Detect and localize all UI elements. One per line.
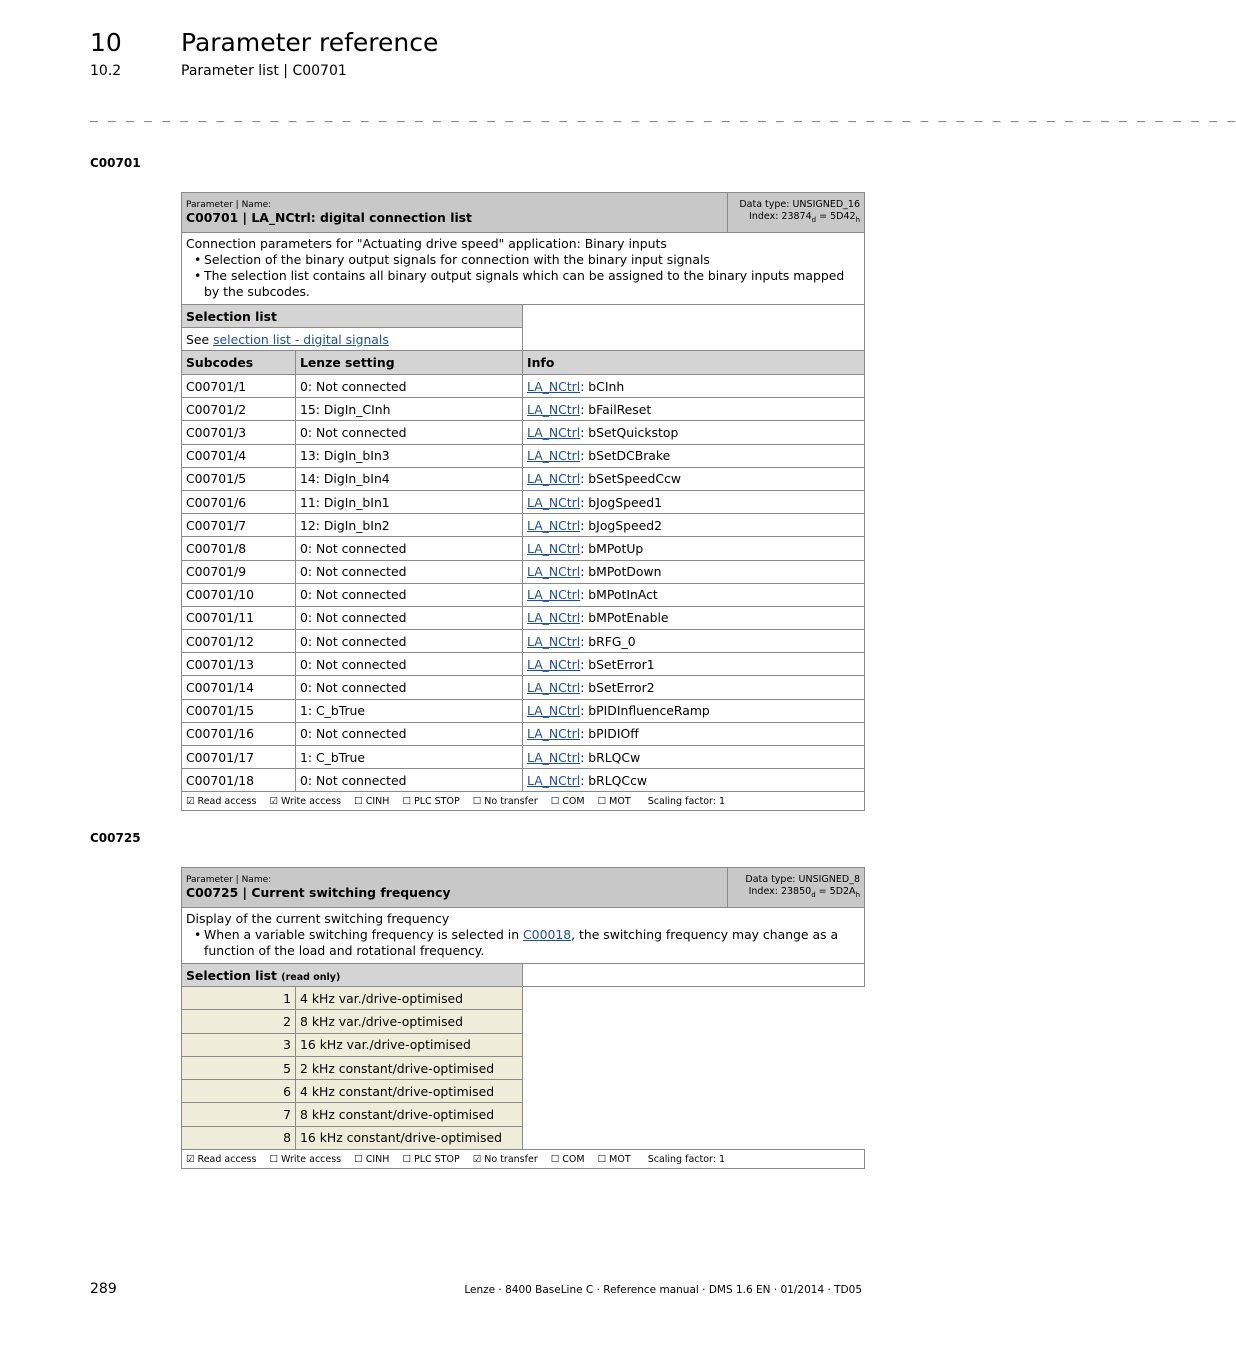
selection-list-link[interactable]: selection list - digital signals [213,331,389,347]
lenze-setting-cell: 0: Not connected [296,421,523,444]
flag-cinh: ☐ CINH [354,795,390,807]
flag-no-transfer: ☐ No transfer [472,795,538,807]
param-name: C00701 | LA_NCtrl: digital connection list [186,210,472,225]
selection-list-label: Selection list (read only) [182,964,523,987]
subcode-cell: C00701/17 [182,746,296,769]
info-cell: LA_NCtrl: bSetSpeedCcw [523,467,865,490]
la-nctrl-link[interactable]: LA_NCtrl [527,540,581,556]
table-row [182,560,865,583]
option-label: 8 kHz constant/drive-optimised [296,1103,523,1126]
page-number: 289 [90,1281,117,1297]
la-nctrl-link[interactable]: LA_NCtrl [527,749,581,765]
param-label: Parameter | Name: [186,875,272,885]
option-label: 4 kHz var./drive-optimised [296,987,523,1010]
description-cell [182,233,865,305]
la-nctrl-link[interactable]: LA_NCtrl [527,517,581,533]
list-item [182,1103,865,1126]
lenze-setting-cell: 0: Not connected [296,375,523,398]
description-bullet: • When a variable switching frequency is selected in C00018, the switching frequency may change as a function of the load and rotational frequency. [204,927,860,959]
table-row [182,630,865,653]
subcode-cell: C00701/14 [182,676,296,699]
chapter-number: 10 [90,28,122,57]
lenze-setting-cell: 0: Not connected [296,769,523,792]
info-cell: LA_NCtrl: bSetDCBrake [523,444,865,467]
datatype: Data type: UNSIGNED_8 [745,874,860,886]
lenze-setting-cell: 0: Not connected [296,583,523,606]
la-nctrl-link[interactable]: LA_NCtrl [527,703,581,719]
subcode-cell: C00701/6 [182,490,296,513]
lenze-setting-cell: 0: Not connected [296,560,523,583]
table-row [182,722,865,745]
flag-plc-stop: ☐ PLC STOP [402,1153,460,1165]
info-cell: LA_NCtrl: bFailReset [523,398,865,421]
option-number: 3 [182,1033,296,1056]
table-row [182,746,865,769]
c00701-heading: C00701 [90,156,141,170]
la-nctrl-link[interactable]: LA_NCtrl [527,726,581,742]
option-number: 1 [182,987,296,1010]
option-label: 2 kHz constant/drive-optimised [296,1056,523,1079]
info-cell: LA_NCtrl: bRLQCw [523,746,865,769]
table-row [182,398,865,421]
table-row [182,583,865,606]
description-intro: Connection parameters for "Actuating drive speed" application: Binary inputs [186,235,667,251]
flag-read-access: ☑ Read access [186,1153,257,1165]
table-row [182,606,865,629]
table-row [182,421,865,444]
header-separator: _ _ _ _ _ _ _ _ _ _ _ _ _ _ _ _ _ _ _ _ _ _ _ _ _ _ _ _ _ _ _ _ _ _ _ _ _ _ _ _ _ _ _ _ _ _ _ _ _ _ _ _ _ _ _ _ _ _ _ _ _ _ _ _ [90,108,1236,123]
subcode-cell: C00701/13 [182,653,296,676]
la-nctrl-link[interactable]: LA_NCtrl [527,680,581,696]
option-number: 2 [182,1010,296,1033]
subcode-cell: C00701/15 [182,699,296,722]
subcode-cell: C00701/1 [182,375,296,398]
info-cell: LA_NCtrl: bCInh [523,375,865,398]
la-nctrl-link[interactable]: LA_NCtrl [527,471,581,487]
section-title: Parameter list | C00701 [181,63,347,79]
flag-mot: ☐ MOT [597,795,631,807]
param-label: Parameter | Name: [186,200,272,210]
table-row [182,769,865,792]
la-nctrl-link[interactable]: LA_NCtrl [527,772,581,788]
info-cell: LA_NCtrl: bMPotUp [523,537,865,560]
subcode-cell: C00701/10 [182,583,296,606]
scaling-factor: Scaling factor: 1 [647,1153,726,1165]
subcode-cell: C00701/9 [182,560,296,583]
option-label: 16 kHz constant/drive-optimised [296,1126,523,1149]
la-nctrl-link[interactable]: LA_NCtrl [527,378,581,394]
lenze-setting-cell: 14: DigIn_bIn4 [296,467,523,490]
list-item [182,987,865,1010]
chapter-title: Parameter reference [181,28,439,57]
lenze-setting-cell: 11: DigIn_bIn1 [296,490,523,513]
flag-cinh: ☐ CINH [354,1153,390,1165]
list-item [182,1056,865,1079]
lenze-setting-cell: 0: Not connected [296,606,523,629]
table-row [182,676,865,699]
read-only-note: (read only) [281,971,341,983]
info-cell: LA_NCtrl: bMPotInAct [523,583,865,606]
flag-write-access: ☐ Write access [269,1153,342,1165]
lenze-setting-cell: 1: C_bTrue [296,746,523,769]
subcode-cell: C00701/12 [182,630,296,653]
lenze-setting-cell: 1: C_bTrue [296,699,523,722]
info-cell: LA_NCtrl: bPIDIOff [523,722,865,745]
index: Index: $23874_d = 5D42_h$ [749,211,860,224]
lenze-setting-cell: 0: Not connected [296,537,523,560]
flag-no-transfer: ☑ No transfer [472,1153,538,1165]
subcode-cell: C00701/8 [182,537,296,560]
la-nctrl-link[interactable]: LA_NCtrl [527,633,581,649]
table-row [182,490,865,513]
c00701-table [181,192,865,811]
option-number: 8 [182,1126,296,1149]
flag-write-access: ☑ Write access [269,795,342,807]
table-row [182,537,865,560]
param-name-cell [182,868,728,908]
table-row [182,467,865,490]
index: Index: $23850_d = 5D2A_h$ [748,886,860,899]
subcode-cell: C00701/4 [182,444,296,467]
flag-com: ☐ COM [550,1153,585,1165]
lenze-setting-cell: 0: Not connected [296,676,523,699]
la-nctrl-link[interactable]: LA_NCtrl [527,494,581,510]
option-label: 8 kHz var./drive-optimised [296,1010,523,1033]
section-number: 10.2 [90,63,122,79]
subcode-cell: C00701/16 [182,722,296,745]
description-bullet: • Selection of the binary output signals for connection with the binary input signals [204,252,860,268]
c00725-table [181,867,865,1169]
la-nctrl-link[interactable]: LA_NCtrl [527,564,581,580]
lenze-setting-cell: 0: Not connected [296,722,523,745]
flag-mot: ☐ MOT [597,1153,631,1165]
description-cell [182,908,865,964]
subcode-cell: C00701/3 [182,421,296,444]
info-cell: LA_NCtrl: bMPotEnable [523,606,865,629]
lenze-setting-cell: 0: Not connected [296,653,523,676]
list-item [182,1126,865,1149]
table-row [182,699,865,722]
subcode-cell: C00701/18 [182,769,296,792]
flag-com: ☐ COM [550,795,585,807]
table-row [182,653,865,676]
lenze-setting-cell: 12: DigIn_bIn2 [296,514,523,537]
datatype-cell [728,868,865,908]
description-bullet: • The selection list contains all binary output signals which can be assigned to the binary inputs mapped by the subcodes. [204,268,860,300]
param-name: C00725 | Current switching frequency [186,885,451,900]
selection-list-see: See selection list - digital signals [182,328,523,351]
param-name-cell [182,193,728,233]
info-cell: LA_NCtrl: bSetError2 [523,676,865,699]
subcode-cell: C00701/5 [182,467,296,490]
info-cell: LA_NCtrl: bRFG_0 [523,630,865,653]
table-row [182,514,865,537]
access-flags [182,1150,865,1169]
la-nctrl-link[interactable]: LA_NCtrl [527,401,581,417]
info-cell: LA_NCtrl: bMPotDown [523,560,865,583]
table-row [182,444,865,467]
access-flags [182,792,865,811]
subcode-cell: C00701/11 [182,606,296,629]
datatype: Data type: UNSIGNED_16 [739,199,860,211]
la-nctrl-link[interactable]: LA_NCtrl [527,448,581,464]
info-cell: LA_NCtrl: bSetError1 [523,653,865,676]
la-nctrl-link[interactable]: LA_NCtrl [527,656,581,672]
col-info: Info [523,351,865,375]
lenze-setting-cell: 15: DigIn_CInh [296,398,523,421]
option-number: 7 [182,1103,296,1126]
la-nctrl-link[interactable]: LA_NCtrl [527,610,581,626]
c00725-heading: C00725 [90,831,141,845]
info-cell: LA_NCtrl: bSetQuickstop [523,421,865,444]
document-info: Lenze · 8400 BaseLine C · Reference manual · DMS 1.6 EN · 01/2014 · TD05 [464,1284,862,1296]
info-cell: LA_NCtrl: bRLQCcw [523,769,865,792]
subcode-cell: C00701/2 [182,398,296,421]
la-nctrl-link[interactable]: LA_NCtrl [527,424,581,440]
info-cell: LA_NCtrl: bJogSpeed1 [523,490,865,513]
scaling-factor: Scaling factor: 1 [647,795,726,807]
option-number: 6 [182,1080,296,1103]
lenze-setting-cell: 0: Not connected [296,630,523,653]
subcode-cell: C00701/7 [182,514,296,537]
info-cell: LA_NCtrl: bPIDInfluenceRamp [523,699,865,722]
lenze-setting-cell: 13: DigIn_bIn3 [296,444,523,467]
col-lenze-setting: Lenze setting [296,351,523,375]
col-subcodes: Subcodes [182,351,296,375]
option-label: 16 kHz var./drive-optimised [296,1033,523,1056]
table-row [182,375,865,398]
list-item [182,1033,865,1056]
la-nctrl-link[interactable]: LA_NCtrl [527,587,581,603]
flag-plc-stop: ☐ PLC STOP [402,795,460,807]
info-cell: LA_NCtrl: bJogSpeed2 [523,514,865,537]
option-label: 4 kHz constant/drive-optimised [296,1080,523,1103]
flag-read-access: ☑ Read access [186,795,257,807]
option-number: 5 [182,1056,296,1079]
selection-list-label: Selection list [182,305,523,328]
list-item [182,1080,865,1103]
description-intro: Display of the current switching frequency [186,910,450,926]
c00018-link[interactable]: C00018 [523,926,572,942]
list-item [182,1010,865,1033]
datatype-cell [728,193,865,233]
